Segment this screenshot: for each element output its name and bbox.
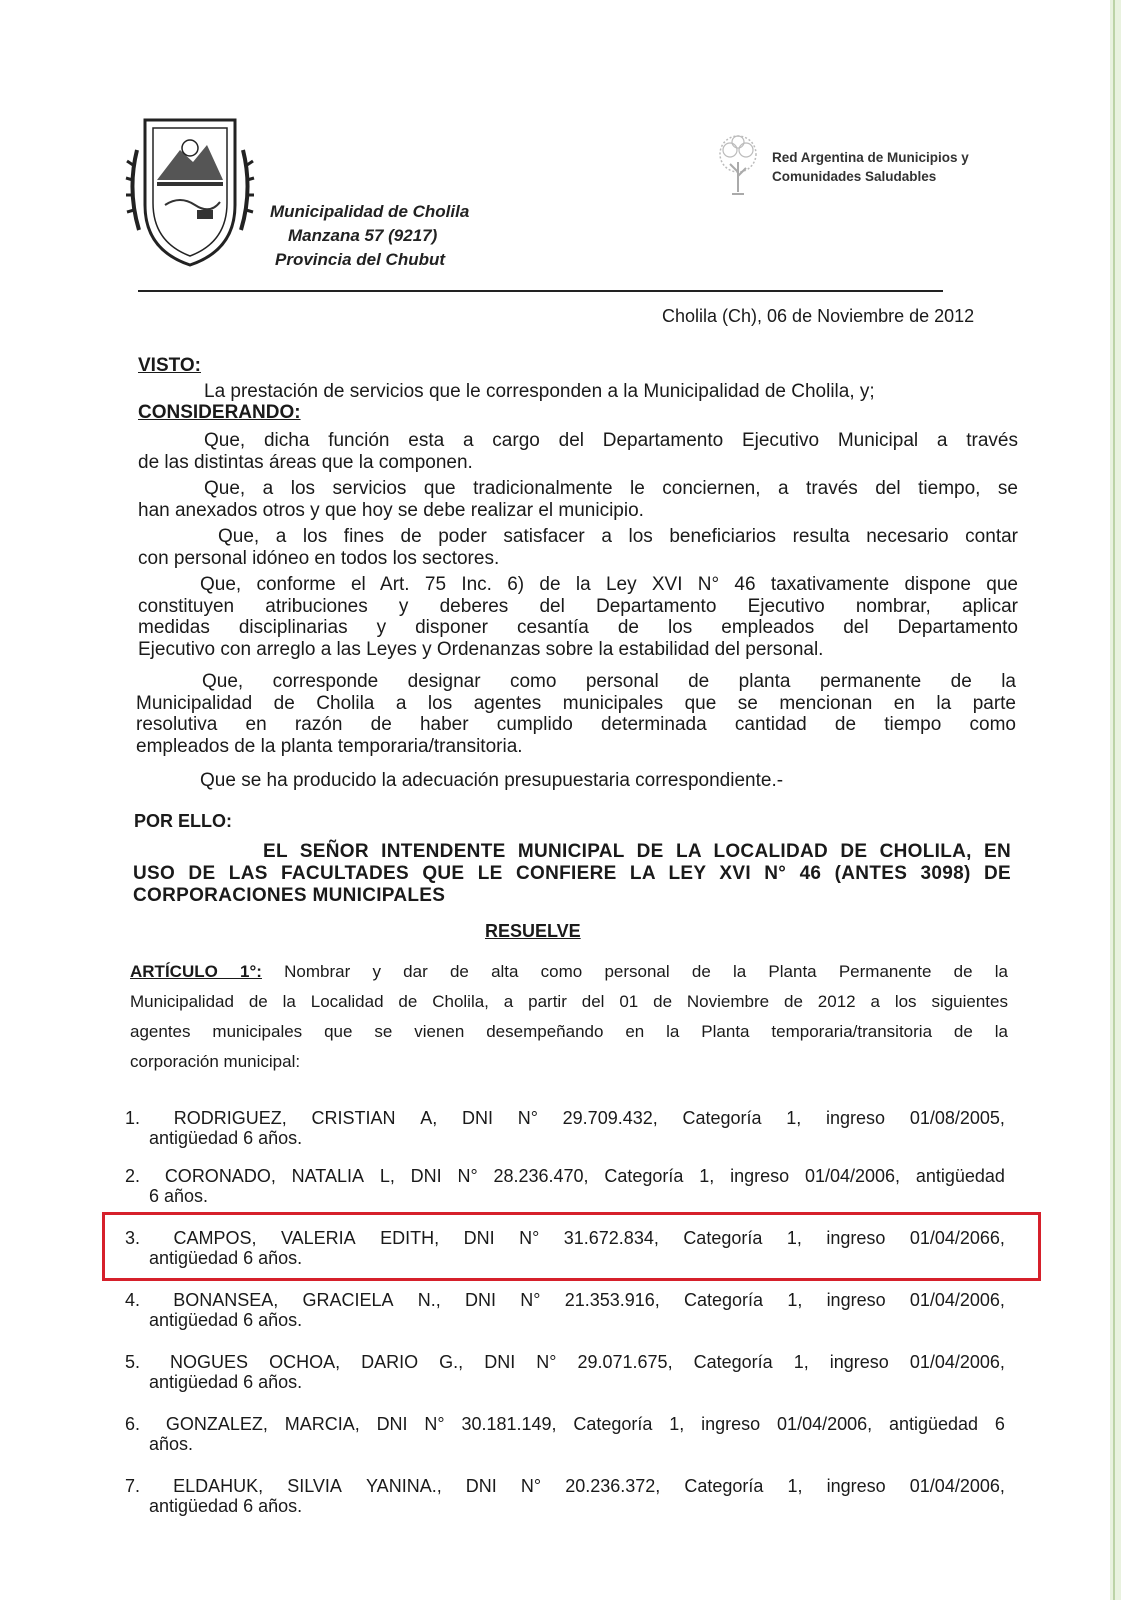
- list-item-word: Categoría: [604, 1166, 684, 1186]
- list-item-word: CRISTIAN: [311, 1108, 396, 1128]
- list-item-word: VALERIA: [280, 1228, 356, 1248]
- list-item-number: 4.: [125, 1290, 141, 1310]
- list-item-word: N°: [519, 1228, 540, 1248]
- highlight-box: [102, 1212, 1041, 1281]
- list-item-word: Categoría: [684, 1476, 764, 1496]
- municipality-block: [270, 200, 469, 272]
- list-item-word: 01/08/2005,: [909, 1108, 1005, 1128]
- list-item-word: ingreso: [826, 1476, 886, 1496]
- header-divider: [138, 290, 943, 292]
- considerando-paragraph-4: Que, conforme el Art. 75 Inc. 6) de la Ley XVI N° 46 taxativamente dispone que constituyen atribuciones y deberes del Departamento Ejecutivo nombrar, aplicar medidas disciplinarias y disponer cesantía de los empleados del Departamento Ejecutivo con arreglo a las Leyes y Ordenanzas sobre la estabilidad del personal.: [138, 574, 1018, 660]
- list-item-word: BONANSEA,: [173, 1290, 279, 1310]
- list-item-word: ingreso: [701, 1414, 761, 1434]
- scan-edge: [1110, 0, 1121, 1600]
- list-item-word: Categoría: [693, 1352, 773, 1372]
- list-item-word: 1,: [669, 1414, 685, 1434]
- considerando-paragraph-3: Que, a los fines de poder satisfacer a los beneficiarios resulta necesario contar con personal idóneo en todos los sectores.: [138, 526, 1018, 569]
- resuelve-heading: RESUELVE: [485, 921, 581, 941]
- list-item-word: N°: [520, 1476, 542, 1496]
- municipality-name: Municipalidad de Cholila: [270, 202, 470, 221]
- list-item-word: ingreso: [730, 1166, 790, 1186]
- list-item-word: DNI: [376, 1414, 408, 1434]
- municipal-crest-icon: [125, 110, 255, 270]
- list-item-word: 01/04/2006,: [909, 1352, 1005, 1372]
- list-item-word: 01/04/2006,: [909, 1290, 1005, 1310]
- list-item-word: ingreso: [826, 1290, 886, 1310]
- list-item-word: Categoría: [682, 1108, 762, 1128]
- list-item: [125, 1476, 1005, 1516]
- list-item-seniority: antigüedad 6 años.: [149, 1496, 303, 1516]
- list-item: [125, 1166, 1005, 1206]
- articulo-1: ARTÍCULO 1°: Nombrar y dar de alta como personal de la Planta Permanente de la Municipalidad de la Localidad de Cholila, a partir del 01 de Noviembre de 2012 a los siguientes agentes municipales que se vienen desempeñando en la Planta temporaria/transitoria de la corporación municipal:: [130, 962, 1008, 1071]
- list-item-word: DNI: [484, 1352, 516, 1372]
- list-item-word: DARIO: [361, 1352, 419, 1372]
- list-item-number: 6.: [125, 1414, 141, 1434]
- list-item-word: 01/04/2066,: [909, 1228, 1005, 1248]
- list-item-word: ingreso: [829, 1352, 889, 1372]
- list-item-word: EDITH,: [380, 1228, 440, 1248]
- articulo-label: ARTÍCULO 1°:: [130, 962, 262, 981]
- list-item-word: SILVIA: [287, 1476, 342, 1496]
- tree-logo-icon: [712, 132, 764, 198]
- list-item: [125, 1414, 1005, 1454]
- list-item-word: Categoría: [683, 1228, 763, 1248]
- list-item-word: 29.071.675,: [577, 1352, 673, 1372]
- por-ello-heading: POR ELLO:: [134, 811, 232, 831]
- list-item-word: antigüedad: [888, 1414, 979, 1434]
- list-item-word: Categoría: [684, 1290, 764, 1310]
- list-item-seniority: antigüedad 6 años.: [149, 1372, 303, 1392]
- list-item-word: A,: [420, 1108, 438, 1128]
- list-item-number: 2.: [125, 1166, 141, 1186]
- list-item-word: 28.236.470,: [493, 1166, 589, 1186]
- list-item-number: 7.: [125, 1476, 141, 1496]
- list-item-word: 29.709.432,: [562, 1108, 658, 1128]
- list-item: [125, 1352, 1005, 1392]
- list-item-word: 1,: [786, 1228, 802, 1248]
- network-name: Red Argentina de Municipios y Comunidades Saludables: [772, 150, 969, 184]
- list-item-word: DNI: [465, 1290, 497, 1310]
- list-item-word: MARCIA,: [284, 1414, 360, 1434]
- list-item-word: ingreso: [826, 1228, 886, 1248]
- list-item-word: 20.236.372,: [565, 1476, 661, 1496]
- list-item-word: 30.181.149,: [461, 1414, 557, 1434]
- list-item-word: CAMPOS,: [173, 1228, 257, 1248]
- visto-text: La prestación de servicios que le corresponden a la Municipalidad de Cholila, y;: [204, 381, 875, 402]
- list-item-number: 1.: [125, 1108, 141, 1128]
- list-item-word: OCHOA,: [269, 1352, 341, 1372]
- list-item-word: DNI: [465, 1476, 497, 1496]
- list-item-word: DNI: [461, 1108, 493, 1128]
- intendente-statement: EL SEÑOR INTENDENTE MUNICIPAL DE LA LOCALIDAD DE CHOLILA, EN USO DE LAS FACULTADES QUE LE CONFIERE LA LEY XVI N° 46 (ANTES 3098) DE CORPORACIONES MUNICIPALES: [133, 841, 1011, 906]
- list-item-word: CORONADO,: [164, 1166, 276, 1186]
- list-item-word: 21.353.916,: [564, 1290, 660, 1310]
- list-item-word: Categoría: [573, 1414, 653, 1434]
- list-item-word: N°: [536, 1352, 557, 1372]
- considerando-paragraph-2: Que, a los servicios que tradicionalmente le conciernen, a través del tiempo, se han anexados otros y que hoy se debe realizar el municipio.: [138, 478, 1018, 521]
- list-item: [125, 1290, 1005, 1330]
- list-item-word: N.,: [417, 1290, 441, 1310]
- considerando-paragraph-1: Que, dicha función esta a cargo del Departamento Ejecutivo Municipal a través de las distintas áreas que la componen.: [138, 430, 1018, 473]
- considerando-heading: CONSIDERANDO:: [138, 402, 301, 423]
- list-item-word: DNI: [410, 1166, 442, 1186]
- list-item-seniority: antigüedad 6 años.: [149, 1310, 303, 1330]
- list-item-seniority: antigüedad 6 años.: [149, 1128, 303, 1148]
- list-item-word: antigüedad: [915, 1166, 1005, 1186]
- list-item-word: 1,: [699, 1166, 715, 1186]
- list-item-word: 31.672.834,: [563, 1228, 659, 1248]
- list-item-word: ELDAHUK,: [173, 1476, 264, 1496]
- list-item-number: 5.: [125, 1352, 141, 1372]
- list-item-word: 1,: [786, 1108, 802, 1128]
- municipality-province: Provincia del Chubut: [275, 250, 446, 269]
- list-item-word: 01/04/2006,: [804, 1166, 901, 1186]
- list-item: [125, 1108, 1005, 1148]
- list-item-word: ingreso: [826, 1108, 886, 1128]
- municipality-address: Manzana 57 (9217): [288, 226, 438, 245]
- list-item-word: 01/04/2006,: [909, 1476, 1005, 1496]
- list-item-word: RODRIGUEZ,: [173, 1108, 287, 1128]
- considerando-paragraph-5: Que, corresponde designar como personal de planta permanente de la Municipalidad de Cholila a los agentes municipales que se mencionan en la parte resolutiva en razón de haber cumplido determinada cantidad de tiempo como empleados de la planta temporaria/transitoria.: [136, 671, 1016, 757]
- list-item-word: GONZALEZ,: [165, 1414, 268, 1434]
- list-item-word: N°: [424, 1414, 445, 1434]
- list-item-word: 01/04/2006,: [777, 1414, 873, 1434]
- list-item-word: YANINA.,: [366, 1476, 442, 1496]
- list-item-word: NATALIA: [291, 1166, 364, 1186]
- list-item-seniority: antigüedad 6 años.: [149, 1248, 303, 1268]
- list-item-word: L,: [379, 1166, 395, 1186]
- list-item-number: 3.: [125, 1228, 141, 1248]
- list-item-word: 1,: [793, 1352, 809, 1372]
- visto-heading: VISTO:: [138, 355, 201, 376]
- considerando-paragraph-6: Que se ha producido la adecuación presupuestaria correspondiente.-: [200, 770, 784, 791]
- list-item-word: 1,: [787, 1476, 803, 1496]
- list-item-seniority: años.: [149, 1434, 194, 1454]
- list-item-seniority: 6 años.: [149, 1186, 209, 1206]
- list-item-word: GRACIELA: [302, 1290, 394, 1310]
- list-item-word: NOGUES: [170, 1352, 249, 1372]
- list-item-word: 6: [994, 1414, 1005, 1434]
- list-item-word: G.,: [439, 1352, 464, 1372]
- document-date: Cholila (Ch), 06 de Noviembre de 2012: [662, 306, 975, 326]
- list-item-word: N°: [457, 1166, 478, 1186]
- list-item-word: 1,: [787, 1290, 803, 1310]
- list-item-word: N°: [520, 1290, 541, 1310]
- list-item-word: DNI: [463, 1228, 495, 1248]
- list-item-word: N°: [517, 1108, 538, 1128]
